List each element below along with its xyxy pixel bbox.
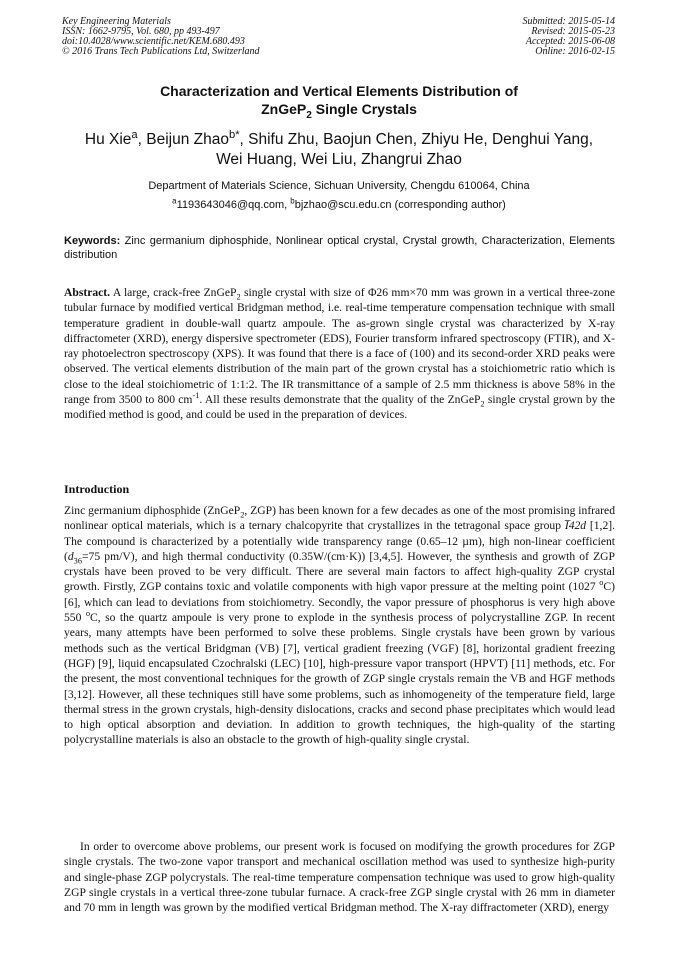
affiliation: Department of Materials Science, Sichuan University, Chengdu 610064, China (148, 180, 530, 192)
abstract-text-4: single crystal grown by the modified method is good, and could be used in the preparation of devices. (64, 393, 615, 422)
space-group: I̅42d (564, 519, 587, 533)
keywords-text: Zinc germanium diphosphide, Nonlinear optical crystal, Crystal growth, Characterization, Elements distribution (64, 235, 615, 261)
journal-copyright: © 2016 Trans Tech Publications Ltd, Switzerland (62, 46, 260, 57)
accepted-date: Accepted: 2015-06-08 (525, 36, 615, 47)
intro-sub-a: 2 (240, 510, 245, 520)
intro-text-b: , ZGP) has been known for a few decades as one of the most promising infrared nonlinear optical materials, which is a ternary chalcopyrite that crystallizes in the tetragonal space group (64, 504, 615, 533)
abstract-sub-2: 2 (480, 399, 485, 409)
degree-mark-2: o (85, 609, 91, 619)
intro-text-a: Zinc germanium diphosphide (ZnGeP (64, 504, 241, 517)
title-formula-sub: 2 (306, 109, 312, 121)
abstract-sub-1: 2 (236, 292, 241, 302)
authors-rest-1: , Shifu Zhu, Baojun Chen, Zhiyu He, Denghui Yang, (239, 131, 594, 148)
abstract-sup: -1 (192, 391, 200, 401)
abstract-label: Abstract. (64, 286, 111, 299)
title-line-1: Characterization and Vertical Elements Distribution of (160, 83, 518, 99)
abstract-text-1: A large, crack-free ZnGeP (110, 286, 237, 299)
introduction-heading: Introduction (64, 482, 130, 496)
abstract-text-2: single crystal with size of Φ26 mm×70 mm was grown in a vertical three-zone tubular furnace by modified vertical Bridgman method, i.e. real-time temperature compensation technique with small temperature gradient in double-wall quartz ampoule. The as-grown single crystal was characterized by X-ray diffractometer (XRD), energy dispersive spectrometer (EDS), Fourier transform infrared spectroscopy (FTIR), and X-ray photoelectron spectroscopy (XPS). It was found that there is a face of (100) and its second-order XRD peaks were observed. The vertical elements distribution of the main part of the grown crystal has a stoichiometric ratio which is close to the ideal stoichiometric of 1:1:2. The IR transmittance of a sample of 2.5 mm thickness is above 58% in the range from 3500 to 800 cm (64, 286, 615, 407)
paper-title (60, 82, 618, 121)
introduction-paragraph-2: In order to overcome above problems, our present work is focused on modifying the growth procedures for ZGP single crystals. The two-zone vapor transport and mechanical oscillation method was used to synthesize high-purity and single-phase ZGP polycrystals. The real-time temperature compensation technique was used to grow high-quality ZGP single crystals in a vertical three-zone tubular furnace. A crack-free ZGP single crystal with 26 mm in diameter and 70 mm in length was grown by the modified vertical Bridgman method. The X-ray diffractometer (XRD), energy (64, 840, 615, 915)
journal-name: Key Engineering Materials (62, 16, 171, 27)
intro-text-f: C) [6], which can lead to deviations from stoichiometry. Secondly, the vapor pressure of phosphorus is very high above 550 (64, 580, 615, 625)
keywords-label: Keywords: (64, 235, 121, 247)
coefficient-symbol: d (67, 549, 74, 563)
abstract (64, 285, 615, 423)
author-emails (40, 198, 638, 212)
intro-text-g: C, so the quartz ampoule is very prone to explode in the synthesis process of polycrystalline ZGP. In recent years, many attempts have been performed to solve these problems. Single crystals have been grown by various methods such as the vertical Bridgman (VB) [7], vertical gradient freezing (VGF) [8], horizontal gradient freezing (HGF) [9], liquid encapsulated Czochralski (LEC) [10], high-pressure vapor transport (HPVT) [11] methods, etc. For the present, the most conventional techniques for the growth of ZGP single crystals remain the VB and HGF methods [3,12]. However, all these techniques still have some problems, such as inhomogeneity of the temperature field, large thermal stress in the grown crystals, high-density dislocations, cracks and second phase precipitates which would lead to high optical absorption and deviation. In addition to growth techniques, the high-quality of the starting polycrystalline materials is also an obstacle to the growth of high-quality single crystal. (64, 611, 615, 747)
intro-text-c: [1,2]. The compound is characterized by a potentially wide transparency range (0.65–12 µm), high non-linear coefficient ( (64, 519, 615, 563)
authors-line-1 (50, 130, 628, 150)
journal-issn: ISSN: 1662-9795, Vol. 680, pp 493-497 (62, 26, 220, 37)
online-date: Online: 2016-02-15 (535, 46, 615, 57)
journal-doi: doi:10.4028/www.scientific.net/KEM.680.493 (62, 36, 245, 47)
author-list (50, 130, 628, 170)
intro-text-e: =75 pm/V), and high thermal conductivity (0.35W/(cm·K)) [3,4,5]. However, the synthesis and growth of ZGP crystals have been proved to be very difficult. There are several main factors to affect high-quality ZGP crystal growth. Firstly, ZGP contains toxic and volatile components with high vapor pressure at the melting point (1027 (64, 549, 615, 594)
author-2-mark: b* (228, 128, 240, 141)
keywords (64, 234, 615, 262)
abstract-text-3: . All these results demonstrate that the quality of the ZnGeP (199, 393, 481, 407)
title-tail: Single Crystals (311, 101, 417, 117)
dates-header (523, 17, 616, 57)
journal-header (62, 17, 260, 57)
email-b-mark: b (290, 196, 295, 206)
coefficient-sub: 36 (73, 556, 83, 566)
revised-date: Revised: 2015-05-23 (531, 26, 615, 37)
email-a-mark: a (172, 196, 177, 206)
author-2: , Beijun Zhao (137, 131, 229, 148)
title-formula: ZnGeP (261, 101, 307, 117)
author-1-mark: a (131, 128, 138, 141)
degree-mark-1: o (599, 578, 604, 588)
authors-line-2: Wei Huang, Wei Liu, Zhangrui Zhao (216, 151, 462, 168)
introduction-paragraph-1 (64, 503, 615, 748)
title-line-2 (60, 100, 618, 121)
email-a: 1193643046@qq.com, (176, 199, 291, 211)
author-1: Hu Xie (84, 131, 132, 148)
submitted-date: Submitted: 2015-05-14 (522, 16, 615, 27)
email-b: bjzhao@scu.edu.cn (corresponding author) (294, 199, 506, 211)
